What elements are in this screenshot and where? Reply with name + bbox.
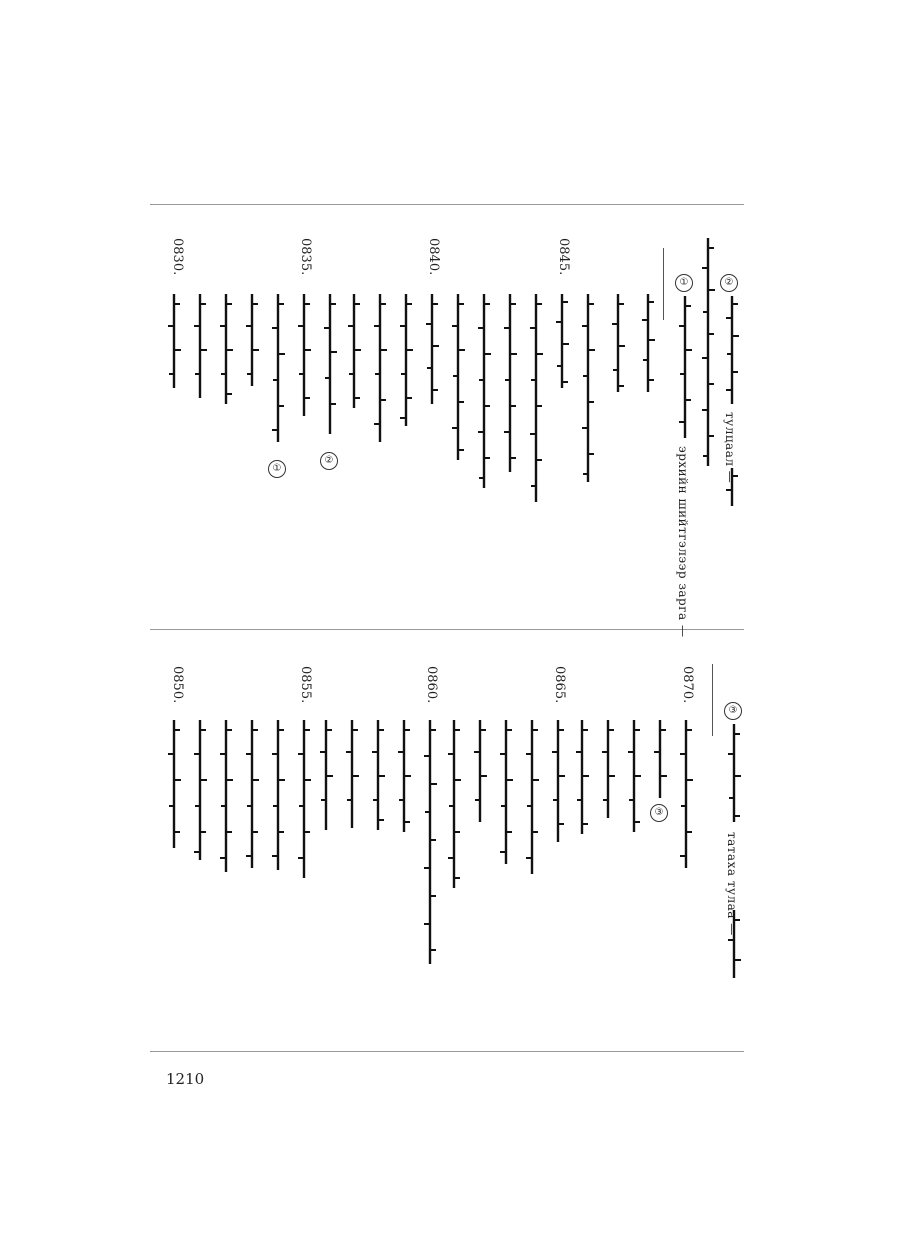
note-2-script-b [722, 468, 742, 508]
top-col-18 [190, 294, 210, 400]
bottom-col-5 [572, 720, 592, 836]
top-col-6 [500, 294, 520, 474]
note-2-script-a [722, 296, 742, 406]
bottom-col-13 [368, 720, 388, 832]
middle-rule [150, 629, 744, 630]
bottom-col-3 [624, 720, 644, 834]
bottom-col-2 [650, 720, 670, 800]
bottom-col-17 [268, 720, 288, 872]
bottom-col-12 [394, 720, 414, 834]
bottom-col-14 [342, 720, 362, 830]
top-col-10 [396, 294, 416, 428]
note-marker-2: ② [720, 274, 738, 292]
note-3-script-a [724, 724, 744, 824]
bottom-col-10 [444, 720, 464, 890]
top-col-11 [370, 294, 390, 444]
bottom-col-15 [316, 720, 336, 832]
inline-marker-2-top: ② [320, 452, 338, 470]
bottom-col-18 [242, 720, 262, 870]
top-col-8 [448, 294, 468, 462]
top-col-9 [422, 294, 442, 406]
top-col-4 [552, 294, 572, 390]
note-marker-3: ③ [724, 702, 742, 720]
inline-marker-1-top: ① [268, 460, 286, 478]
top-col-7 [474, 294, 494, 490]
note-3-cyrillic: татаха тулаа — [725, 832, 739, 936]
top-col-14 [294, 294, 314, 418]
note-1-cyrillic: эрхийн шийтгэлээр зарга — [676, 446, 690, 638]
inline-marker-3-bottom: ③ [650, 804, 668, 822]
top-col-17 [216, 294, 236, 406]
top-col-19 [164, 294, 184, 390]
top-rule [150, 204, 744, 205]
page-number: 1210 [166, 1070, 205, 1088]
bottom-col-16 [294, 720, 314, 880]
bottom-col-8 [496, 720, 516, 866]
note-1-script [675, 296, 695, 440]
top-col-3 [578, 294, 598, 484]
note-3-script-b [724, 910, 744, 980]
footnote-separator-bottom [712, 664, 713, 736]
top-col-13 [320, 294, 340, 436]
top-col-2 [608, 294, 628, 394]
bottom-col-11 [420, 720, 440, 966]
top-col-1 [638, 294, 658, 394]
note-2-cyrillic: тулцаал — [723, 412, 737, 484]
bottom-col-9 [470, 720, 490, 824]
bottom-col-21 [164, 720, 184, 850]
bottom-col-20 [190, 720, 210, 862]
bottom-col-6 [548, 720, 568, 844]
bottom-col-4 [598, 720, 618, 820]
top-col-12 [344, 294, 364, 410]
top-col-5 [526, 294, 546, 504]
note-2-script-c [698, 238, 718, 468]
bottom-col-7 [522, 720, 542, 876]
bottom-rule [150, 1051, 744, 1052]
bottom-col-1 [676, 720, 696, 870]
top-col-16 [242, 294, 262, 388]
top-col-15 [268, 294, 288, 444]
note-marker-1: ① [675, 274, 693, 292]
bottom-col-19 [216, 720, 236, 874]
footnote-separator [663, 248, 664, 320]
